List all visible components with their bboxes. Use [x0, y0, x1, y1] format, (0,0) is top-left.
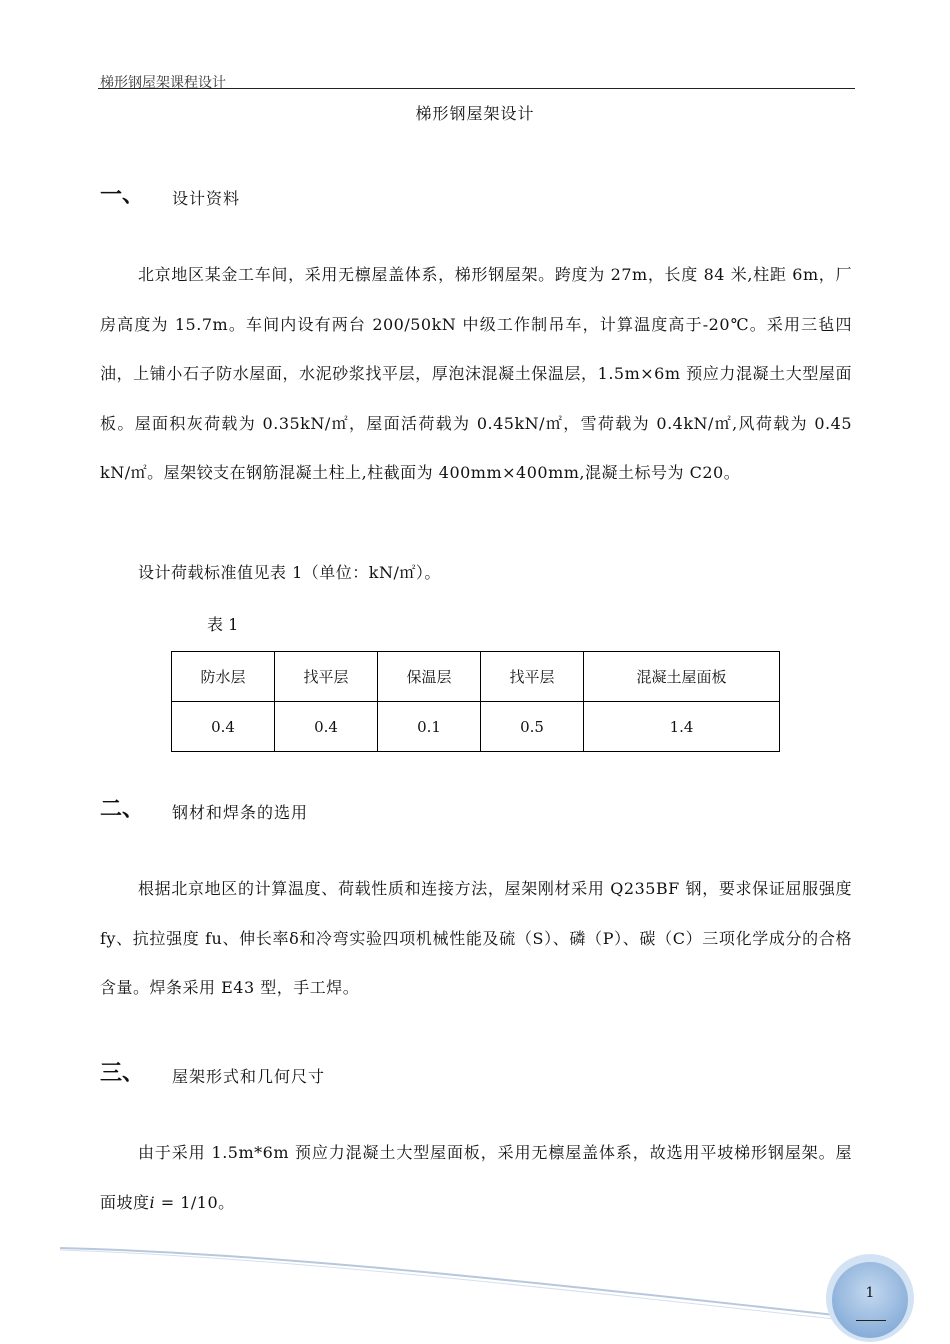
running-header: 梯形钢屋架课程设计 — [100, 75, 226, 91]
design-data-paragraph: 北京地区某金工车间，采用无檩屋盖体系，梯形钢屋架。跨度为 27m，长度 84 米,柱距 6m，厂房高度为 15.7m。车间内设有两台 200/50kN 中级工作制吊车，计算温度高于-20℃。采用三毡四油，上铺小石子防水屋面，水泥砂浆找平层，厚泡沫混凝土保温层，1.5m×6m 预应力混凝土大型屋面板。屋面积灰荷载为 0.35kN/㎡，屋面活荷载为 0.45kN/㎡，雪荷载为 0.4kN/㎡,风荷载为 0.45 kN/㎡。屋架铰支在钢筋混凝土柱上,柱截面为 400mm×400mm,混凝土标号为 C20。 — [100, 265, 852, 482]
footer-decoration — [0, 1230, 950, 1344]
geometry-text: 由于采用 1.5m*6m 预应力混凝土大型屋面板，采用无檩屋盖体系，故选用平坡梯形钢屋架。屋面坡度 — [100, 1143, 852, 1212]
table-header-cell: 防水层 — [172, 652, 275, 702]
table-cell: 0.4 — [275, 702, 378, 752]
section-3-number: 三、 — [100, 1061, 145, 1086]
geometry-paragraph — [100, 1128, 852, 1227]
table-header-cell: 找平层 — [481, 652, 584, 702]
materials-paragraph: 根据北京地区的计算温度、荷载性质和连接方法，屋架刚材采用 Q235BF 钢，要求保证屈服强度 fy、抗拉强度 fu、伸长率δ和冷弯实验四项机械性能及硫（S）、磷（P）、碳（C）三项化学成分的合格含量。焊条采用 E43 型，手工焊。 — [100, 879, 852, 997]
table-header-cell: 找平层 — [275, 652, 378, 702]
page-number: 1 — [865, 1285, 875, 1301]
table-header-cell: 混凝土屋面板 — [584, 652, 780, 702]
table-cell: 1.4 — [584, 702, 780, 752]
document-title: 梯形钢屋架设计 — [415, 104, 535, 123]
header-rule — [98, 88, 855, 89]
table-header-cell: 保温层 — [378, 652, 481, 702]
table-cell: 0.4 — [172, 702, 275, 752]
table-caption: 表 1 — [207, 615, 239, 634]
table-header-row — [172, 652, 780, 702]
section-1-title: 设计资料 — [172, 189, 241, 208]
table-cell: 0.1 — [378, 702, 481, 752]
table-row — [172, 702, 780, 752]
section-2-title: 钢材和焊条的选用 — [172, 803, 309, 822]
slope-value: = 1/10。 — [155, 1192, 235, 1212]
table-note: 设计荷载标准值见表 1（单位：kN/㎡）。 — [138, 563, 441, 582]
slope-variable: i — [149, 1192, 156, 1212]
section-1-number: 一、 — [100, 183, 145, 208]
footer-curve-line-light — [60, 1250, 845, 1320]
section-3-title: 屋架形式和几何尺寸 — [172, 1067, 326, 1086]
footer-curve-line — [60, 1248, 845, 1316]
page-number-underline — [856, 1320, 886, 1321]
section-2-number: 二、 — [100, 797, 145, 822]
load-table — [171, 651, 780, 752]
table-cell: 0.5 — [481, 702, 584, 752]
